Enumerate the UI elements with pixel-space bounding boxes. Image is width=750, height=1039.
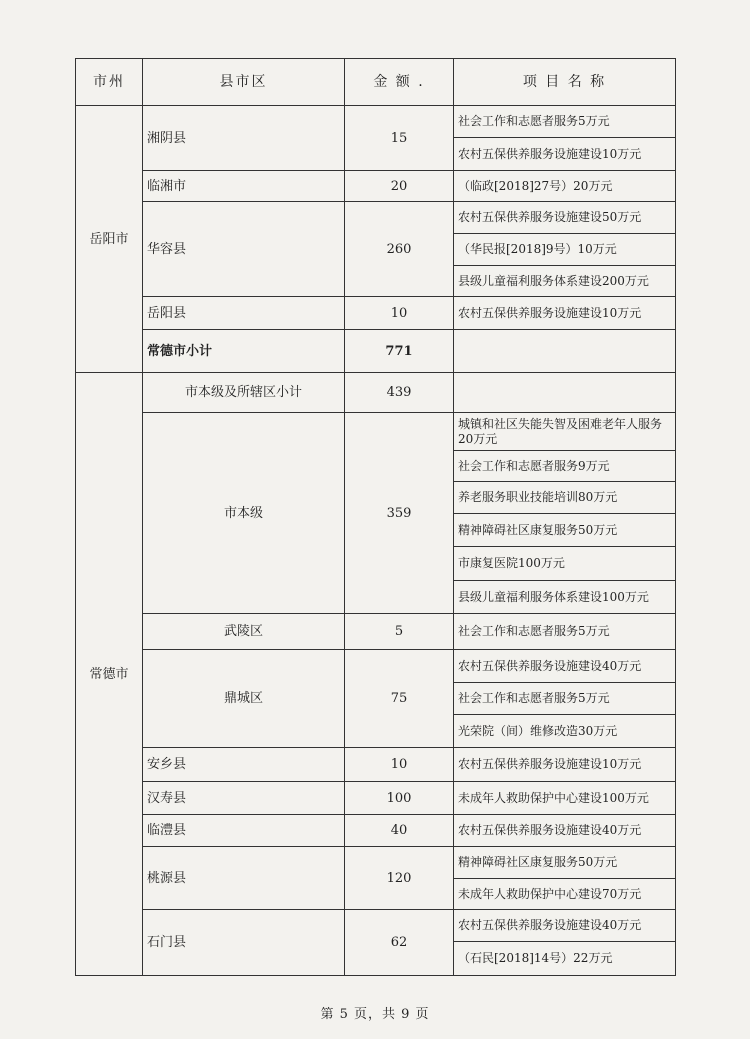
table-row [76, 330, 676, 373]
item: 精神障碍社区康复服务50万元 [454, 847, 676, 879]
item: （华民报[2018]9号）10万元 [454, 234, 676, 266]
county-city-level: 市本级 [143, 413, 345, 614]
county-shimen: 石门县 [143, 910, 345, 976]
table-row [76, 373, 676, 413]
county-linli: 临澧县 [143, 815, 345, 847]
table-header-row [76, 59, 676, 106]
item: （临政[2018]27号）20万元 [454, 171, 676, 202]
amount-hanshou: 100 [345, 782, 454, 815]
item: 农村五保供养服务设施建设40万元 [454, 815, 676, 847]
amount-anxiang: 10 [345, 748, 454, 782]
item: 农村五保供养服务设施建设50万元 [454, 202, 676, 234]
item: 农村五保供养服务设施建设40万元 [454, 650, 676, 683]
header-county: 县市区 [143, 59, 345, 106]
changde-subtotal-label: 常德市小计 [143, 330, 345, 373]
item: 县级儿童福利服务体系建设100万元 [454, 581, 676, 614]
city-yueyang: 岳阳市 [76, 106, 143, 373]
amount-linli: 40 [345, 815, 454, 847]
amount-city-level: 359 [345, 413, 454, 614]
table-row [76, 847, 676, 879]
allocation-table [75, 58, 676, 976]
city-level-subtotal-amount: 439 [345, 373, 454, 413]
item: 城镇和社区失能失智及困难老年人服务20万元 [454, 413, 676, 451]
item: 社会工作和志愿者服务5万元 [454, 106, 676, 138]
item: 县级儿童福利服务体系建设200万元 [454, 266, 676, 297]
table-row [76, 413, 676, 451]
table-row [76, 171, 676, 202]
county-xiangyin: 湘阴县 [143, 106, 345, 171]
city-level-subtotal-label: 市本级及所辖区小计 [143, 373, 345, 413]
header-amount: 金 额 . [345, 59, 454, 106]
item: 社会工作和志愿者服务5万元 [454, 614, 676, 650]
county-wuling: 武陵区 [143, 614, 345, 650]
table-row [76, 297, 676, 330]
item: 光荣院（间）维修改造30万元 [454, 715, 676, 748]
item: 精神障碍社区康复服务50万元 [454, 514, 676, 547]
table-row [76, 815, 676, 847]
county-linxiang: 临湘市 [143, 171, 345, 202]
table-row [76, 650, 676, 683]
item: 未成年人救助保护中心建设70万元 [454, 879, 676, 910]
amount-huarong: 260 [345, 202, 454, 297]
page-footer: 第 5 页，共 9 页 [320, 1007, 430, 1022]
item: 农村五保供养服务设施建设10万元 [454, 748, 676, 782]
item-empty [454, 330, 676, 373]
amount-linxiang: 20 [345, 171, 454, 202]
table-row [76, 202, 676, 234]
county-yueyangxian: 岳阳县 [143, 297, 345, 330]
city-changde: 常德市 [76, 373, 143, 976]
amount-taoyuan: 120 [345, 847, 454, 910]
item: 农村五保供养服务设施建设10万元 [454, 138, 676, 171]
changde-subtotal-amount: 771 [345, 330, 454, 373]
table-row [76, 748, 676, 782]
header-city: 市州 [76, 59, 143, 106]
item: 社会工作和志愿者服务5万元 [454, 683, 676, 715]
table-row [76, 614, 676, 650]
amount-dingcheng: 75 [345, 650, 454, 748]
table-row [76, 782, 676, 815]
item: 农村五保供养服务设施建设40万元 [454, 910, 676, 942]
amount-wuling: 5 [345, 614, 454, 650]
amount-shimen: 62 [345, 910, 454, 976]
table-row [76, 910, 676, 942]
amount-yueyangxian: 10 [345, 297, 454, 330]
item: 农村五保供养服务设施建设10万元 [454, 297, 676, 330]
amount-xiangyin: 15 [345, 106, 454, 171]
header-items: 项 目 名 称 [454, 59, 676, 106]
county-huarong: 华容县 [143, 202, 345, 297]
item: 社会工作和志愿者服务9万元 [454, 451, 676, 482]
item: 未成年人救助保护中心建设100万元 [454, 782, 676, 815]
county-hanshou: 汉寿县 [143, 782, 345, 815]
item: 养老服务职业技能培训80万元 [454, 482, 676, 514]
item-empty [454, 373, 676, 413]
county-anxiang: 安乡县 [143, 748, 345, 782]
table-row [76, 106, 676, 138]
item: （石民[2018]14号）22万元 [454, 942, 676, 976]
county-taoyuan: 桃源县 [143, 847, 345, 910]
item: 市康复医院100万元 [454, 547, 676, 581]
county-dingcheng: 鼎城区 [143, 650, 345, 748]
